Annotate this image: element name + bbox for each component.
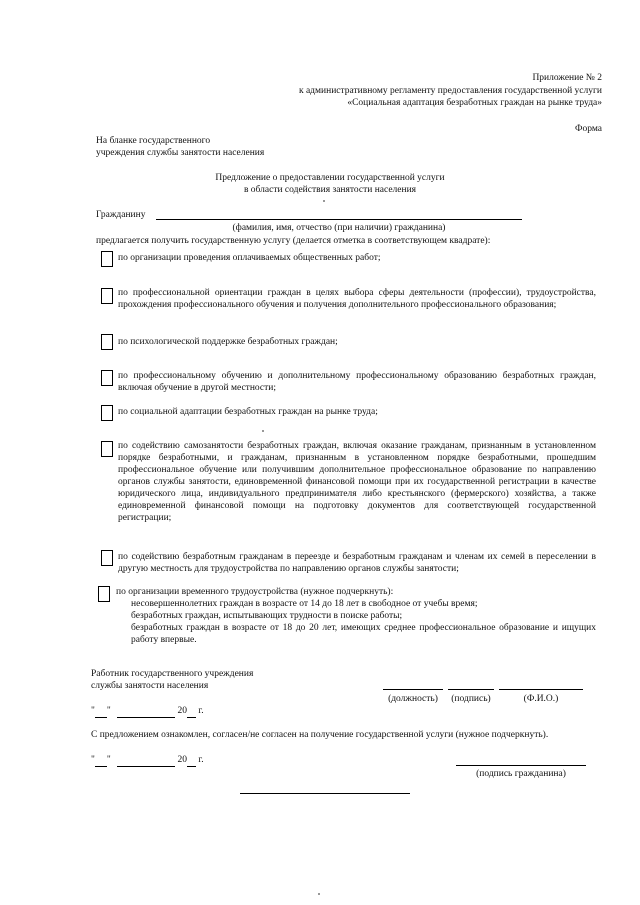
temporary-employment-minors[interactable]: несовершеннолетних граждан в возрасте от 14 до 18 лет в свободное от учебы время; bbox=[131, 599, 478, 609]
bottom-divider bbox=[240, 793, 410, 794]
option-checkbox-career-guidance[interactable] bbox=[101, 288, 113, 304]
letterhead-line-1: На бланке государственного bbox=[96, 136, 211, 146]
option-relocation: по содействию безработным гражданам в переезде и безработным гражданам и членам их семей в переселении в другую местность для трудоустройства по направлению органов службы занятости; bbox=[118, 552, 596, 574]
scan-speck bbox=[318, 893, 320, 895]
citizen-signature-caption: (подпись гражданина) bbox=[476, 769, 566, 779]
option-psychological-support: по психологической поддержке безработных граждан; bbox=[118, 337, 338, 347]
worker-signature-caption: (подпись) bbox=[451, 694, 491, 704]
option-temporary-employment: по организации временного трудоустройства (нужное подчеркнуть): bbox=[116, 587, 394, 597]
offer-text: предлагается получить государственную услугу (делается отметка в соответствующем квадрате): bbox=[96, 236, 491, 246]
date-open-quote: " bbox=[91, 706, 95, 716]
date-year-suffix: г. bbox=[198, 755, 204, 765]
scan-speck bbox=[262, 430, 264, 432]
worker-date bbox=[91, 705, 204, 718]
worker-position-field[interactable] bbox=[383, 689, 443, 690]
option-vocational-training: по профессиональному обучению и дополнительному профессиональному образованию безработных граждан, включая обучение в другой местности; bbox=[118, 371, 596, 393]
worker-fio-caption: (Ф.И.О.) bbox=[523, 694, 559, 704]
date-month-field[interactable] bbox=[117, 754, 175, 767]
consent-text-b: на получение государственной услуги (нужное подчеркнуть). bbox=[296, 730, 549, 740]
form-label: Форма bbox=[574, 124, 602, 134]
option-social-adaptation: по социальной адаптации безработных граждан на рынке труда; bbox=[118, 407, 378, 417]
document-title-line-1: Предложение о предоставлении государственной услуги bbox=[215, 173, 445, 183]
option-checkbox-social-adaptation[interactable] bbox=[101, 405, 113, 421]
consent-date bbox=[91, 754, 204, 767]
date-year-prefix: 20 bbox=[177, 706, 188, 716]
temporary-employment-young-graduates[interactable]: безработных граждан в возрасте от 18 до 20 лет, имеющих среднее профессиональное образование и ищущих работу впервые. bbox=[131, 623, 596, 645]
consent-text bbox=[91, 729, 596, 741]
citizen-name-field[interactable] bbox=[156, 219, 522, 220]
date-close-quote: " bbox=[106, 755, 111, 765]
option-public-works: по организации проведения оплачиваемых общественных работ; bbox=[118, 253, 381, 263]
letterhead-line-2: учреждения службы занятости населения bbox=[96, 148, 265, 158]
regulation-line-1: к административному регламенту предоставления государственной услуги bbox=[298, 86, 602, 96]
option-checkbox-self-employment[interactable] bbox=[101, 441, 113, 457]
worker-label-line-2: службы занятости населения bbox=[91, 681, 209, 691]
date-day-field[interactable] bbox=[95, 754, 107, 767]
scan-speck bbox=[323, 200, 325, 202]
option-checkbox-public-works[interactable] bbox=[101, 251, 113, 267]
worker-fio-field[interactable] bbox=[499, 689, 583, 690]
regulation-line-2: «Социальная адаптация безработных граждан на рынке труда» bbox=[347, 98, 602, 108]
date-year-field[interactable] bbox=[187, 754, 196, 767]
date-day-field[interactable] bbox=[95, 705, 107, 718]
date-month-field[interactable] bbox=[117, 705, 175, 718]
option-checkbox-temporary-employment[interactable] bbox=[98, 586, 110, 602]
consent-text-a: С предложением ознакомлен, bbox=[91, 730, 213, 740]
date-year-suffix: г. bbox=[198, 706, 204, 716]
worker-position-caption: (должность) bbox=[388, 694, 438, 704]
worker-signature-field[interactable] bbox=[448, 689, 494, 690]
temporary-employment-hard-to-place[interactable]: безработных граждан, испытывающих трудности в поиске работы; bbox=[131, 611, 403, 621]
option-self-employment: по содействию самозанятости безработных граждан, включая оказание гражданам, признанным в установленном порядке безработными, и гражданам, признанным в установленном порядке безработными, прошедшим профессиональное обучение или получившим дополнительное профессиональное образование по направлению органов службы занятости, единовременной финансовой помощи при их государственной регистрации в качестве юридического лица, индивидуального предпринимателя либо крестьянского (фермерского) хозяйства, а также единовременной финансовой помощи на подготовку документов для соответствующей государственной регистрации; bbox=[118, 441, 596, 523]
citizen-name-caption: (фамилия, имя, отчество (при наличии) гражданина) bbox=[232, 223, 446, 233]
option-checkbox-relocation[interactable] bbox=[101, 550, 113, 566]
consent-agree-choice[interactable]: согласен/не согласен bbox=[212, 730, 297, 740]
document-title-line-2: в области содействия занятости населения bbox=[243, 185, 417, 195]
date-year-field[interactable] bbox=[187, 705, 196, 718]
date-year-prefix: 20 bbox=[177, 755, 188, 765]
worker-label-line-1: Работник государственного учреждения bbox=[91, 669, 254, 679]
citizen-signature-field[interactable] bbox=[456, 765, 586, 766]
option-career-guidance: по профессиональной ориентации граждан в целях выбора сферы деятельности (профессии), трудоустройства, прохождения профессионального обучения и получения дополнительного профессионального образования; bbox=[118, 288, 596, 310]
appendix-title: Приложение № 2 bbox=[532, 73, 602, 83]
option-checkbox-vocational-training[interactable] bbox=[101, 370, 113, 386]
date-close-quote: " bbox=[106, 706, 111, 716]
option-checkbox-psychological-support[interactable] bbox=[101, 334, 113, 350]
date-open-quote: " bbox=[91, 755, 95, 765]
citizen-label: Гражданину bbox=[96, 210, 146, 220]
